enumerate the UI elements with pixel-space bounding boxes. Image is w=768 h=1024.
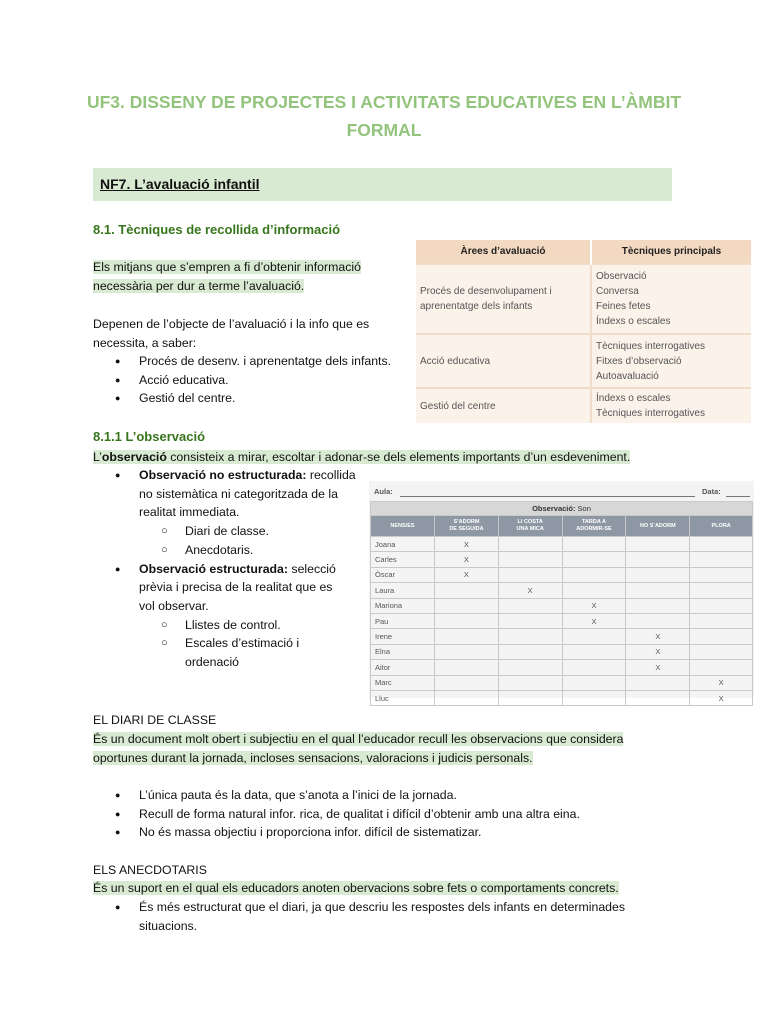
column-header: NO S’ADORM: [626, 516, 690, 537]
table-header: Tècniques principals: [591, 240, 751, 264]
check-cell: [435, 629, 499, 644]
check-cell: [626, 567, 690, 582]
child-name: Mariona: [371, 598, 435, 613]
child-name: Marc: [371, 675, 435, 690]
check-cell: [626, 537, 690, 552]
check-cell: [498, 690, 562, 705]
list-item: ● Observació estructurada: selecció prèvia i precisa de la realitat que es vol observar. ○ Llistes de control. ○ Escales d’estimació i ordenació: [93, 560, 368, 672]
table-row: [371, 660, 753, 675]
check-cell: [562, 675, 626, 690]
check-cell: [498, 598, 562, 613]
child-name: Joana: [371, 537, 435, 552]
observation-intro: L’observació consisteix a mirar, escoltar i adonar-se dels elements importants d’un esdeveniment.: [93, 450, 631, 464]
check-cell: [626, 675, 690, 690]
check-cell: [498, 644, 562, 659]
list-item: ● L’única pauta és la data, que s’anota a l’inici de la jornada.: [93, 786, 713, 805]
table-cell: Procés de desenvolupament i aprenentatge dels infants: [416, 264, 591, 334]
check-cell: [690, 567, 753, 582]
check-cell: X: [562, 613, 626, 628]
child-name: Lluc: [371, 690, 435, 705]
sub-list-item: ○ Llistes de control.: [139, 616, 368, 635]
check-cell: X: [626, 660, 690, 675]
check-cell: X: [690, 675, 753, 690]
table-header: Àrees d’avaluació: [416, 240, 591, 264]
child-name: Aitor: [371, 660, 435, 675]
check-cell: [498, 613, 562, 628]
list-item: ● És més estructurat que el diari, ja que descriu les respostes dels infants en determinades situacions.: [93, 898, 713, 935]
evaluation-areas-table: [416, 240, 751, 423]
table-row: [371, 537, 753, 552]
table-row: [371, 613, 753, 628]
table-row: [371, 552, 753, 567]
check-cell: [562, 660, 626, 675]
paragraph: Depenen de l’objecte de l’avaluació i la info que es necessita, a saber:: [93, 317, 370, 350]
table-row: [371, 598, 753, 613]
section-banner: [93, 168, 672, 201]
list-item: ● Gestió del centre.: [93, 389, 413, 408]
check-cell: [435, 583, 499, 598]
sub-list-item: ○ Escales d’estimació i ordenació: [139, 634, 368, 671]
list-item: ● Procés de desenv. i aprenentatge dels infants.: [93, 352, 413, 371]
table-cell: Acció educativa: [416, 334, 591, 388]
list-item: ● Acció educativa.: [93, 371, 413, 390]
check-cell: [498, 567, 562, 582]
check-cell: [498, 660, 562, 675]
check-cell: [498, 629, 562, 644]
child-name: Òscar: [371, 567, 435, 582]
check-cell: [562, 537, 626, 552]
table-row: [371, 644, 753, 659]
check-cell: [562, 644, 626, 659]
check-cell: X: [626, 629, 690, 644]
check-cell: X: [690, 690, 753, 705]
check-cell: X: [498, 583, 562, 598]
check-cell: [498, 675, 562, 690]
table-cell: Tècniques interrogatives Fitxes d’observació Autoavaluació: [591, 334, 751, 388]
check-cell: [498, 552, 562, 567]
table-cell: Gestió del centre: [416, 388, 591, 423]
list-item: ● Recull de forma natural infor. rica, de qualitat i difícil d’obtenir amb una altra eina.: [93, 805, 713, 824]
check-cell: [690, 660, 753, 675]
check-cell: [626, 552, 690, 567]
check-cell: X: [435, 537, 499, 552]
column-header: S’ADORM DE SEGUIDA: [435, 516, 499, 537]
list-item: ● No és massa objectiu i proporciona infor. difícil de sistematizar.: [93, 823, 713, 842]
bullet-list: [93, 352, 413, 408]
table-row: [371, 690, 753, 705]
child-name: Irene: [371, 629, 435, 644]
check-cell: [690, 644, 753, 659]
section-heading-8-1-1: 8.1.1 L’observació: [93, 429, 206, 444]
check-cell: [690, 613, 753, 628]
check-cell: [435, 675, 499, 690]
check-cell: X: [435, 567, 499, 582]
check-cell: [562, 583, 626, 598]
table-row: [371, 567, 753, 582]
table-cell: Índexs o escales Tècniques interrogatives: [591, 388, 751, 423]
check-cell: [562, 629, 626, 644]
diari-heading: EL DIARI DE CLASSE: [93, 713, 217, 727]
check-cell: [690, 583, 753, 598]
table-row: [371, 629, 753, 644]
checklist-header: Aula: Data:: [374, 487, 749, 499]
diari-bullets: [93, 786, 713, 842]
observation-checklist: [369, 481, 754, 703]
column-header: TARDA A ADORMIR-SE: [562, 516, 626, 537]
table-row: [371, 675, 753, 690]
check-cell: [626, 613, 690, 628]
check-cell: [562, 567, 626, 582]
anecdotaris-bullets: [93, 898, 713, 935]
check-cell: [435, 644, 499, 659]
sub-list-item: ○ Diari de classe.: [139, 522, 368, 541]
table-row: [371, 583, 753, 598]
sub-list-item: ○ Anecdotaris.: [139, 541, 368, 560]
check-cell: [690, 598, 753, 613]
checklist-grid: [370, 501, 753, 706]
check-cell: [690, 537, 753, 552]
anecdotaris-heading: ELS ANECDOTARIS: [93, 863, 207, 877]
child-name: Pau: [371, 613, 435, 628]
check-cell: [435, 660, 499, 675]
observation-types-list: [93, 466, 368, 672]
column-header: PLORA: [690, 516, 753, 537]
banner-title: NF7. L’avaluació infantil: [100, 176, 260, 192]
check-cell: [562, 552, 626, 567]
child-name: Elna: [371, 644, 435, 659]
check-cell: [626, 583, 690, 598]
check-cell: [435, 690, 499, 705]
check-cell: [498, 537, 562, 552]
check-cell: [626, 690, 690, 705]
column-header: NENS/ES: [371, 516, 435, 537]
check-cell: [690, 552, 753, 567]
check-cell: X: [435, 552, 499, 567]
section-heading-8-1: 8.1. Tècniques de recollida d’informació: [93, 222, 341, 237]
check-cell: [690, 629, 753, 644]
column-header: LI COSTA UNA MICA: [498, 516, 562, 537]
check-cell: [626, 598, 690, 613]
check-cell: [562, 690, 626, 705]
diari-definition: És un document molt obert i subjectiu en el qual l’educador recull les observacions que considera oportunes durant la jornada, incloses sensacions, valoracions i judicis personals.: [93, 732, 624, 765]
document-title: UF3. DISSENY DE PROJECTES I ACTIVITATS EDUCATIVES EN L’ÀMBIT FORMAL: [86, 92, 682, 140]
observation-label: Observació: Son: [371, 502, 753, 516]
child-name: Laura: [371, 583, 435, 598]
check-cell: X: [626, 644, 690, 659]
table-cell: Observació Conversa Feines fetes Índexs o escales: [591, 264, 751, 334]
list-item: ● Observació no estructurada: recollida no sistemàtica ni categoritzada de la realitat immediata. ○ Diari de classe. ○ Anecdotaris.: [93, 466, 368, 560]
check-cell: X: [562, 598, 626, 613]
check-cell: [435, 613, 499, 628]
check-cell: [435, 598, 499, 613]
highlighted-definition: Els mitjans que s’empren a fi d’obtenir informació necessària per dur a terme l’avaluació.: [93, 260, 361, 293]
child-name: Carles: [371, 552, 435, 567]
anecdotaris-definition: És un suport en el qual els educadors anoten obervacions sobre fets o comportaments concrets.: [93, 881, 619, 895]
